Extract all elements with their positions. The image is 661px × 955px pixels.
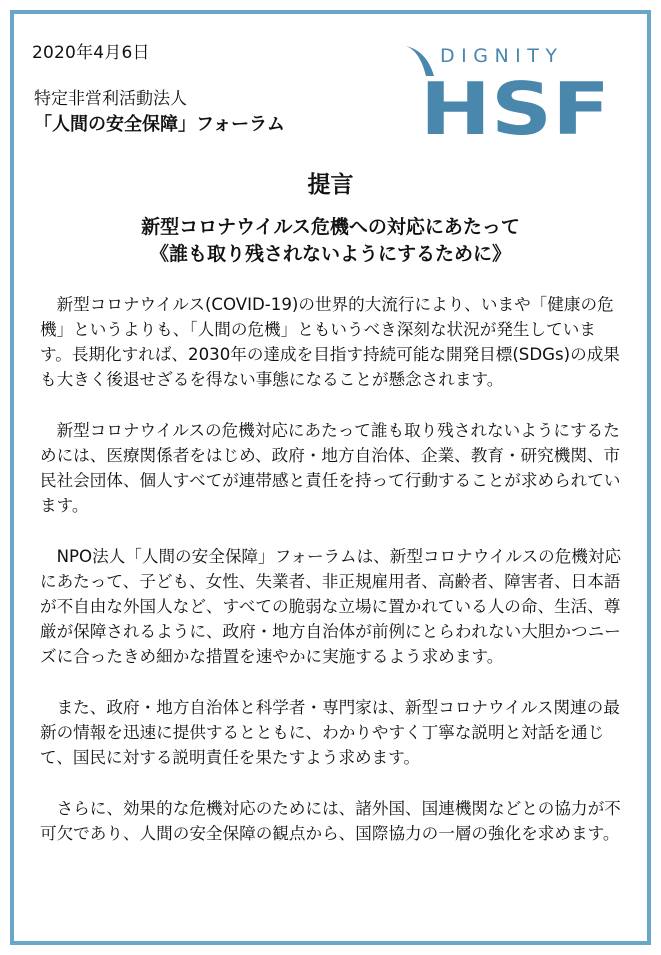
logo-hsf-text: HSF bbox=[420, 67, 610, 137]
document-title: 提言 bbox=[307, 172, 354, 198]
body-paragraph: NPO法人「人間の安全保障」フォーラムは、新型コロナウイルスの危機対応にあたって、子ども、女性、失業者、非正規雇用者、高齢者、障害者、日本語が不自由な外国人など、すべての脆弱な立場に置かれている人の命、生活、尊厳が保障されるように、政府・地方自治体が前例にとらわれない大胆かつニーズに合ったきめ細かな措置を速やかに実施するよう求めます。 bbox=[40, 547, 622, 666]
body-paragraph: 新型コロナウイルスの危機対応にあたって誰も取り残されないようにするためには、医療関係者をはじめ、政府・地方自治体、企業、教育・研究機関、市民社会団体、個人すべてが連帯感と責任を持って行動することが求められています。 bbox=[40, 421, 621, 515]
document-body bbox=[40, 292, 625, 872]
organization-type: 特定非営利活動法人 bbox=[34, 89, 187, 109]
body-paragraph: また、政府・地方自治体と科学者・専門家は、新型コロナウイルス関連の最新の情報を迅速に提供するとともに、わかりやすく丁寧な説明と対話を通じて、国民に対する説明責任を果たすよう求めます。 bbox=[40, 698, 620, 767]
body-paragraph: 新型コロナウイルス(COVID-19)の世界的大流行により、いまや「健康の危機」というよりも、「人間の危機」ともいうべき深刻な状況が発生しています。長期化すれば、2030年の達成を目指す持続可能な開発目標(SDGs)の成果も大きく後退せざるを得ない事態になることが懸念されます。 bbox=[40, 295, 620, 389]
hsf-logo bbox=[404, 42, 614, 137]
body-paragraph: さらに、効果的な危機対応のためには、諸外国、国連機関などとの協力が不可欠であり、人間の安全保障の観点から、国際協力の一層の強化を求めます。 bbox=[40, 799, 621, 843]
document-subtitle: 新型コロナウイルス危機への対応にあたって bbox=[141, 216, 520, 238]
document-subtitle-secondary: 《誰も取り残されないようにするために》 bbox=[149, 243, 511, 265]
organization-name: 「人間の安全保障」フォーラム bbox=[34, 114, 285, 135]
logo-dignity-text: DIGNITY bbox=[440, 45, 564, 67]
document-date: 2020年4月6日 bbox=[32, 43, 150, 63]
